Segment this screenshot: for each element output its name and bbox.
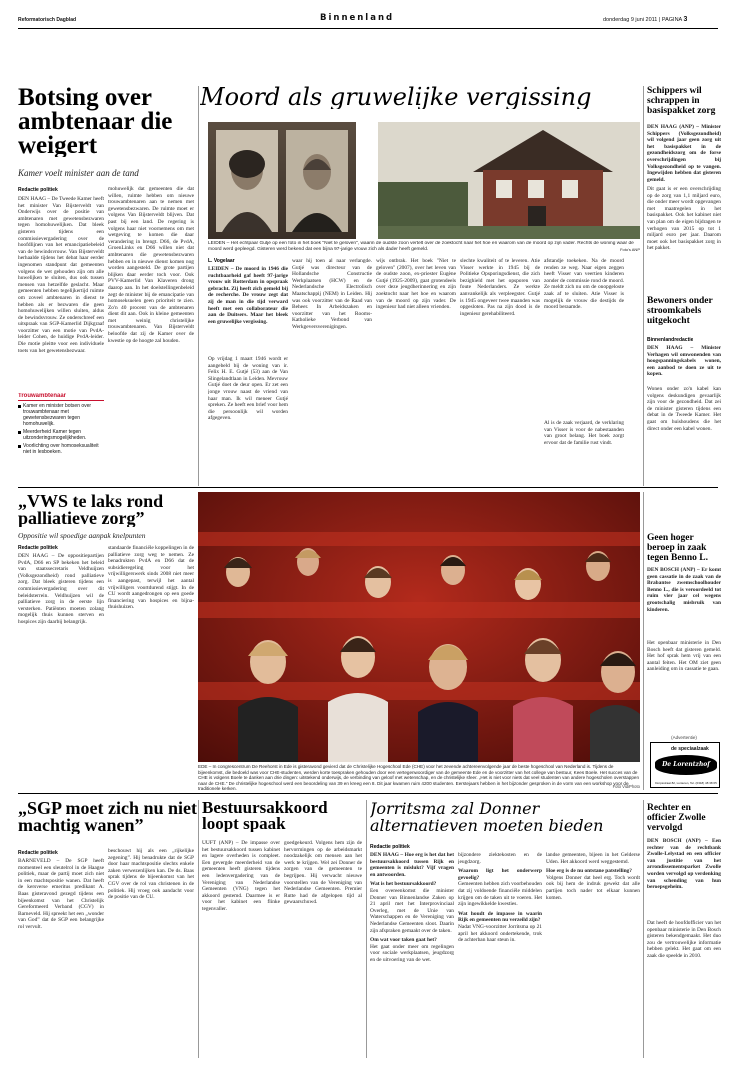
divider bbox=[198, 86, 199, 486]
a5-headline: „VWS te laks rond palliatieve zorg” bbox=[18, 493, 164, 527]
a9-a5: Volgens Donner dat heel erg. Toch wordt ook bij hem de indruk gewekt dat alle partijen toch nader tot elkaar kunnen komen. bbox=[546, 874, 640, 901]
audience-photo bbox=[198, 492, 640, 762]
trouw-item: Kamer en minister botsen over trouwambtenaar met gewetensbezwaren tegen homohuwelijk. bbox=[18, 403, 104, 427]
page-number: 3 bbox=[683, 16, 688, 23]
a2-col6: Al is de zaak verjaard, de verklaring van Visser is voor de nabestaanden van groot belang. Het boek zorgt ervoor dat de familie rust vindt. bbox=[544, 420, 624, 446]
a9-col2 bbox=[458, 852, 542, 1058]
section-title: Binnenland bbox=[320, 13, 395, 23]
trouw-title: Trouwambtenaar bbox=[18, 393, 104, 401]
a7-col1: BARNEVELD – De SGP heeft momenteel een sleutelrol in de Haagse politiek, maar de partij moet zich niet in een machtspositie wanen. Dat heeft de kersverse emeritus predikant A. Baas gisteravond gezegd tijdens een bijeenkomst van het Christelijk Gereformeerd Verband (CGV) in Barneveld. Hij spreekt het een „wonder van God” dat de SGP een belangrijke rol vervult. bbox=[18, 858, 104, 930]
a1-subhead: Kamer voelt minister aan de tand bbox=[18, 168, 139, 178]
a6-lede: DEN BOSCH (ANP) – Er komt geen cassatie in de zaak van de Brabantse zwemschoolhouder Benno L., die is veroordeeld tot ruim vier jaar cel wegens grootschalig misbruik van kinderen. bbox=[647, 567, 721, 613]
a9-q2: Om wat voor taken gaat het? bbox=[370, 937, 437, 944]
page-label: PAGINA bbox=[661, 17, 682, 23]
date: donderdag 9 juni 2011 bbox=[603, 17, 658, 23]
a3-headline: Schippers wil schrappen in basispakket zorg bbox=[647, 86, 716, 116]
a8-col2: goedgekeurd. Volgens hem zijn de hervormingen op de arbeidsmarkt noodzakelijk om mensen aan het werk te krijgen. Wel zei Donner de zorgen van de gemeenten te begrijpen. Hij verwacht nieuwe voorstellen van de Vereniging van Nederlandse Gemeenten. Premier Rutte had de afgelopen tijd al gewaarschuwd. bbox=[284, 840, 362, 906]
a9-a1: Een overeenkomst die minister Donner van Binnenlandse Zaken op 21 april met het Interprovinciaal Overleg, met de Unie van Waterschappen en de Vereniging van Nederlandse Gemeenten sloot. Daarin zijn afspraken gemaakt over de taken. bbox=[370, 887, 454, 934]
a10-headline: Rechter en officier Zwolle vervolgd bbox=[647, 803, 706, 833]
paper-name: Reformatorisch Dagblad bbox=[18, 17, 77, 23]
a9-col3 bbox=[546, 852, 640, 1058]
a9-a3: Gemeenten hebben zich voorbehouden dat zij voldoende financiële middelen krijgen om de taken uit te voeren. Het zijn ingewikkelde kwesties. bbox=[458, 881, 542, 908]
a2-col1: Op vrijdag 1 maart 1946 wordt er aangebeld bij de woning van ir. Felix H. E. Gutjé (53) aan de Van Slingelandtlaan in Leiden. Mevrouw Gutjé doet de deur open. Er zet een jonge vrouw naast de vriend van haar man. Ik wil meneer Gutjé spreken. Ze heeft een brief voor hem die persoonlijk wil worden afgegeven. bbox=[208, 356, 288, 422]
a9-q1: Wat is het bestuursakkoord? bbox=[370, 881, 437, 888]
a4-byline: Binnenlandredactie bbox=[647, 337, 694, 343]
a9-lede: DEN HAAG – Hoe erg is het dat het bestuursakkoord tussen Rijk en gemeenten is mislukt? Vijf vragen en antwoorden. bbox=[370, 852, 454, 878]
a9-byline: Redactie politiek bbox=[370, 844, 410, 850]
a2-col2: waar hij toen al naar verlangde. Gutjé was directeur van de Hollandsche Constructie Werkplaatsen (HCW) en de Nederlandsche Electrolisch Maatschappij (NEM) in Leiden. Hij was ook voorzitter van de Raad van Beheer. In Arbeidszaken en voorzitter van het Rooms-Katholieke Verbond van Werkgeversverenigingen. bbox=[292, 258, 372, 330]
a5-subhead: Oppositie wil spoedige aanpak knelpunten bbox=[18, 531, 146, 540]
a4-body: Wonen onder zo'n kabel kan volgens deskundigen gevaarlijk zijn voor de gezondheid. Dat zei de minister gisteren tijdens een debat in de Tweede Kamer. Het gaat om huishoudens die het direct onder een kabel wonen. bbox=[647, 386, 721, 432]
ad-sub: de speciaalzaak bbox=[671, 746, 709, 752]
a10-body: Dat heeft de hoofdofficier van het openbaar ministerie in Den Bosch gisteren bekendgemaakt. Het duo zou de vertrouwelijke informatie hebben gelekt. Het gaat om een zaak die speelde in 2010. bbox=[647, 920, 721, 959]
portrait-photo bbox=[208, 122, 356, 239]
a9-col3-text: landse gemeenten, bijeen in het Gelderse Uden. Het akkoord werd weggestemd. bbox=[546, 852, 640, 865]
a7-byline: Redactie politiek bbox=[18, 850, 58, 856]
divider bbox=[366, 800, 367, 1058]
section-rule bbox=[18, 487, 718, 488]
a9-headline: Jorritsma zal Donner alternatieven moeten bieden bbox=[370, 800, 604, 834]
trouw-item: Meerderheid Kamer tegen uitzonderingsmogelijkheden. bbox=[18, 429, 104, 441]
divider bbox=[643, 86, 644, 486]
a3-body: Dit gaat is er een overschrijding op de zorg van 1,1 miljard euro, die onder meer wordt opgevangen met maatregelen in het basispakket. Ook het kabinet niet van plan om de eigen bijdragen te verhogen van 2015 op tot 1 miljard euro per jaar. Daarom moet ook het basispakket zorg in het pakket. bbox=[647, 186, 721, 252]
ad-address: Dorpsstraat 82, Lunteren, Tel. (0318) 48 38 65 bbox=[655, 781, 717, 785]
bullet-icon bbox=[18, 445, 21, 448]
a2-col4: slechte kwaliteit of te leveren. Atie Visser werkte in 1945 bij de Politieke Opsporingsdienst, die zich bezighield met het opsporen van foute Nederlanders. Ze werkte aanvankelijk als verpleegster. Gutjé is 1945 ongeveer twee maanden was opgesloten. Pas na zijn dood is de ingenieur gerehabiliteerd. bbox=[460, 258, 540, 317]
bullet-icon bbox=[18, 405, 21, 408]
photo-credit: Foto's ANP bbox=[620, 246, 640, 252]
section-rule bbox=[18, 793, 718, 794]
advertisement[interactable] bbox=[650, 742, 720, 788]
top-rule bbox=[18, 28, 718, 29]
house-photo bbox=[378, 122, 640, 239]
a5-photo-credit: Foto VidiPhoto bbox=[612, 784, 640, 789]
a9-q3: Waarom ligt het onderwerp gevoelig? bbox=[458, 868, 542, 881]
a9-q4: Wat houdt de impasse in waarin Rijk en gemeenten nu verzeild zijn? bbox=[458, 910, 542, 924]
audience-svg bbox=[198, 492, 640, 762]
a9-a2: Het gaat onder meer om regelingen voor sociale werkplaatsen, jeugdzorg en de uitvoering van de wet. bbox=[370, 943, 454, 963]
a7-headline: „SGP moet zich nu niet machtig wanen” bbox=[18, 800, 197, 834]
a10-lede: DEN BOSCH (ANP) – Een rechter van de rechtbank Zwolle-Lelystad en een officier van justitie van het arrondissementsparket Zwolle worden vervolgd op verdenking van schending van hun beroepsgeheim. bbox=[647, 838, 721, 891]
portrait-svg bbox=[208, 122, 356, 239]
a5-col1: DEN HAAG – De oppositiepartijen PvdA, D66 en SP bekeken het beleid van staatssecretaris Veldhuijzen (Volksgezondheid) rond palliatieve zorg. Dat bleek gisteren tijdens een commissievergadering over dit beleidsterrein. Veldhuijzen wil de palliatieve zorg in de eerste lijn versterken. Patiënten moeten zolang mogelijk thuis kunnen sterven en hospices zijn daarbij belangrijk. bbox=[18, 553, 104, 625]
a2-headline: Moord als gruwelijke vergissing bbox=[200, 85, 592, 109]
a1-byline: Redactie politiek bbox=[18, 187, 58, 193]
divider bbox=[643, 800, 644, 1058]
a9-col1 bbox=[370, 852, 454, 1058]
bullet-icon bbox=[18, 431, 21, 434]
divider bbox=[643, 492, 644, 790]
a6-headline: Geen hoger beroep in zaak tegen Benno L. bbox=[647, 533, 708, 563]
a4-lede: DEN HAAG – Minister Verhagen wil omwonenden van hoogspanningskabels wonen, een aanbod te doen ze uit te kopen. bbox=[647, 345, 721, 378]
a5-photo-caption: EDE – In congrescentrum De Reehorst in Ede is gisteravond gevierd dat de Christelijke Hogeschool Ede (CHE) voor het zevende achtereenvolgende jaar de beste hogeschool van Nederland is. Tijdens de bijeenkomst, die bedoeld was voor CHE-studenten, werden korte toespraken gehouden door een vertegenwoordiger van de gemeente Ede en de voorzitter van het college van bestuur, Kees Boele. Het succes van de CHE is volgens Boele te danken aan drie dingen: uitstekend onderwijs, de verbinding van geloof met wetenschap, en de christelijke sfeer. „Het is niet voor niets dat veel studenten van andere hogescholen overstappen naar de CHE.” De christelijke hogeschool werd een beoordeling van 39 en kreeg een 8. Dit jaar kwamen ruim 4200 studenten. Eerstejaars hebben in het bijzonder gesproken in de vorm van een workshop voor de traditionele kerken. bbox=[198, 764, 640, 790]
a4-headline: Bewoners onder stroomkabels uitgekocht bbox=[647, 296, 713, 326]
a9-q5: Hoe erg is de nu ontstane patstelling? bbox=[546, 868, 632, 875]
caption-text: LEIDEN – Het echtpaar Gutjé op een foto in het boek "Niet te geloven", waarin de oudste zoon vertelt over de zoektocht naar het hoe en waarom van de moord op zijn vader. Rechts de woning waar de moord werd gepleegd. Gisteren werd bekend dat een bijna 97-jarige vrouw zich als dader heeft gemeld. bbox=[208, 241, 634, 252]
trouw-item: Voorlichting over homoseksualiteit niet in lesboeken. bbox=[18, 443, 104, 455]
a1-col1: DEN HAAG – De Tweede Kamer heeft het minister Van Bijsterveldt van Onderwijs over de positie van ambtenaren met gewetensbezwaren tegen homohuwelijken. Dat bleek gisteren tijdens een commissievergadering over de hoofdlijnen van het emancipatiebeleid van de bewindsvrouw. Van Bijsterveldt herhaalde tijdens het debat haar eerder ingenomen standpunt dat gemeenten volgens de wet gehouden zijn om alle huwelijken te sluiten, dus ook tussen mensen van hetzelfde geslacht. Maar gemeenten hebben tegelijkertijd ruimte om zoveel ambtenaren in dienst te hebben als er bezwaren die geen homohuwelijken willen sluiten, aldus de bewindsvrouw. Ze onderschreef een uitspraak van SGP-Kamerlid Dijkgraaf voorzitter van een motie van PvdA-leider Cohen, de huidige PvdA-leider. Die motie pleitte voor een individuele toets van het gewetensbezwaar. bbox=[18, 196, 104, 354]
a1-col2: mohuwelijk dat gemeenten die dat willen, ruimte hebben om nieuwe trouwambtenaren aan te nemen met gewetensbezwaren. De ruimte moet er volgens Van Bijsterveldt blijven. Dat past bij een land. De regering is volgens haar niet voornemens om met wetgeving te komen die daar verandering in brengt. D66, de PvdA, GroenLinks en D66 willen niet dat ambtenaren die gewetensbezwaren hebben en in nieuwe dienst komen nog worden aangesteld. De grote partijen blijken daar eerder toch voor. Ook PVV-Kamerlid Van Klaveren drong daarop aan. In het doelstellingenbeleid zegt de minister bij de emancipatie van homoseksuelen geen prioriteit te zien. Zo'n 40 procent van de ambtenaren dient dit aan. Ook in kleine gemeenten met weinig christelijke trouwambtenaren. Van Bijsterveldt beloofde dat zij de Kamer over de kwestie op de hoogte zal houden. bbox=[108, 186, 194, 344]
a2-col3: wijs ontbrak. Het boek "Niet te geloven" (2007), over het leven van de oudste zoon, ex-priester Eugène Gutjé (1925-2009), gaat grotendeels over deze jeugdherinnering en zijn zoektocht naar het hoe en waarom van de moord op zijn vader. De ingenieur had niet alleen vrienden. bbox=[376, 258, 456, 311]
date-line: donderdag 9 juni 2011 | PAGINA 3 bbox=[603, 16, 688, 23]
a6-body: Het openbaar ministerie in Den Bosch heeft dat gisteren gemeld. Het hof sprak hem vrij van een aantal feiten. Het OM ziet geen aanleiding om in cassatie te gaan. bbox=[647, 640, 721, 673]
house-svg bbox=[378, 122, 640, 239]
a2-lede: LEIDEN – De moord in 1946 die ruchtbaarheid gaf heeft 97-jarige vrouw uit Rotterdam in opspraak gebracht. Zij heeft zich gemeld bij de recherche. De vrouw zegt dat zij de man in die tijd verward heeft met een collaborateur die aan de Duitsers. Maar het bleek een gruwelijke vergissing. bbox=[208, 266, 288, 325]
trouw-box bbox=[18, 393, 104, 485]
a7-col2: beschouwt hij als een „rijkelijke zegening”. Hij benadrukte dat de SGP door haar machtspositie slechts enkele zaken verwezenlijken kan. De ds. Baas sprak tijdens de bijeenkomst van het CGV over de rol van christenen in de politiek. Hij vroeg ook aandacht voor de positie van de CU. bbox=[108, 848, 194, 901]
a5-byline: Redactie politiek bbox=[18, 545, 58, 551]
divider bbox=[198, 800, 199, 1058]
a5-col2: standaarde financiële koppelingen in de palliatieve zorg weg te nemen. Ze benadrukten PvdA en D66 dat de subsidieregeling voor het vrijwilligerswerk sinds 2008 niet meer is aangepast, terwijl het aantal vrijwilligers voortdurend stijgt. In de CU wordt aangedrongen op een goede financiering van hospices en bijna-thuishuizen. bbox=[108, 545, 194, 611]
a1-headline: Botsing over ambtenaar die weigert bbox=[18, 86, 173, 158]
ad-name: De Lorentzhof bbox=[662, 761, 710, 768]
a9-a4: Nadat VNG-voorzitter Jorritsma op 21 april het akkoord ondertekende, trok de achterban haar steun in. bbox=[458, 923, 542, 944]
a2-byline: L. Vogelaar bbox=[208, 258, 235, 264]
a8-col1: UUFT (ANP) – De impasse over het bestuursakkoord tussen kabinet en lagere overheden is compleet. Een gevergde meerderheid van de gemeenten heeft gisteren tijdens een ledenvergadering van de Vereniging van Nederlandse Gemeenten (VNG) tegen het akkoord gestemd. Daarmee is er voor het kabinet een flinke tegenvaller. bbox=[202, 840, 280, 912]
a9-col2-text: bijzondere ziektekosten en de jeugdzorg. bbox=[458, 852, 542, 865]
ad-label: (Advertentie) bbox=[671, 735, 697, 740]
a8-headline: Bestuursakkoord loopt spaak bbox=[202, 800, 328, 832]
masthead bbox=[0, 0, 738, 28]
a2-caption bbox=[208, 241, 640, 255]
a3-lede: DEN HAAG (ANP) – Minister Schippers (Volksgezondheid) wil volgend jaar geen zorg uit het basispakket in de gezondheidszorg om de forse overschrijdingen bij Volksgezondheid op te vangen. Ingewijden hebben dat gisteren gemeld. bbox=[647, 124, 721, 183]
a2-col5: afstandje toekeken. Na de moord renden ze weg. Naar eigen zeggen heeft Visser van veertien kinderen zonder de commissie rond de moord. Ze meldt zich nu om de onopgeloste zaak af te sluiten. Atie Visser is mogelijk de vrouw die destijds de moord beraamde. bbox=[544, 258, 624, 311]
